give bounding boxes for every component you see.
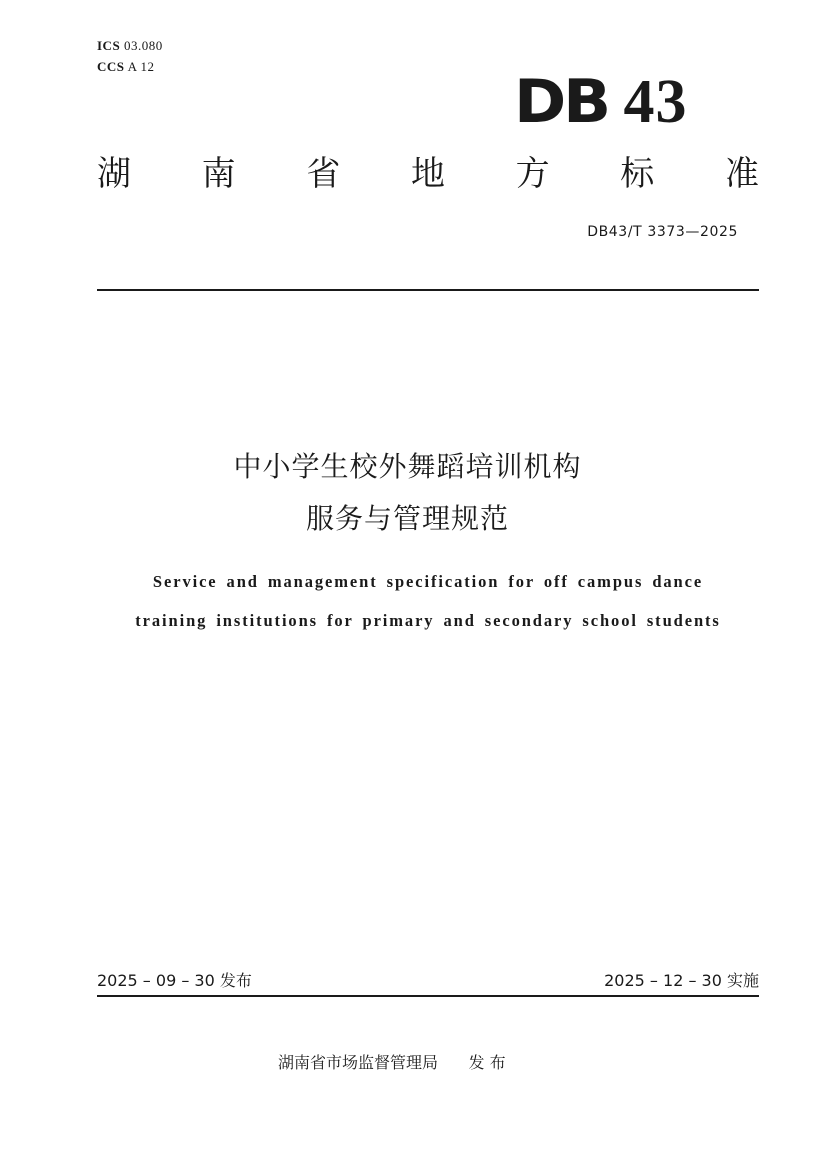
publisher-line [278,1052,506,1074]
publisher-name: 湖南省市场监督管理局 [278,1053,439,1072]
chinese-title-line-1: 中小学生校外舞蹈培训机构 [233,450,582,483]
db-logo-prefix: DB [514,67,609,137]
ics-classification [97,38,163,54]
standard-type-char: 湖 [97,154,131,194]
db-logo-number: 43 [623,68,688,136]
standard-type-char: 地 [410,154,445,194]
standard-type-char: 省 [306,154,341,194]
english-title [0,562,815,640]
ccs-label: CCS [97,59,125,74]
db-standard-logo [514,67,688,137]
standard-type-char: 准 [724,154,759,194]
ics-label: ICS [97,38,121,53]
standard-type-heading [97,150,759,198]
issue-date: 2025 – 09 – 30 发布 [97,971,252,990]
footer-divider [97,995,759,997]
standard-type-char: 方 [515,154,550,194]
english-title-line-2: training institutions for primary and secondary school students [135,611,721,630]
ics-code: 03.080 [123,38,163,53]
header-divider [97,289,759,291]
chinese-title-line-2: 服务与管理规范 [305,502,509,535]
standard-code: DB43/T 3373—2025 [587,224,738,240]
chinese-title [0,441,815,545]
ccs-classification [97,59,154,75]
implementation-date: 2025 – 12 – 30 实施 [604,971,759,990]
standard-type-char: 标 [620,154,655,194]
ccs-code: A 12 [127,59,155,74]
english-title-line-1: Service and management specification for off campus dance [152,572,704,591]
standard-type-char: 南 [201,154,236,194]
publisher-action: 发 布 [468,1053,506,1072]
